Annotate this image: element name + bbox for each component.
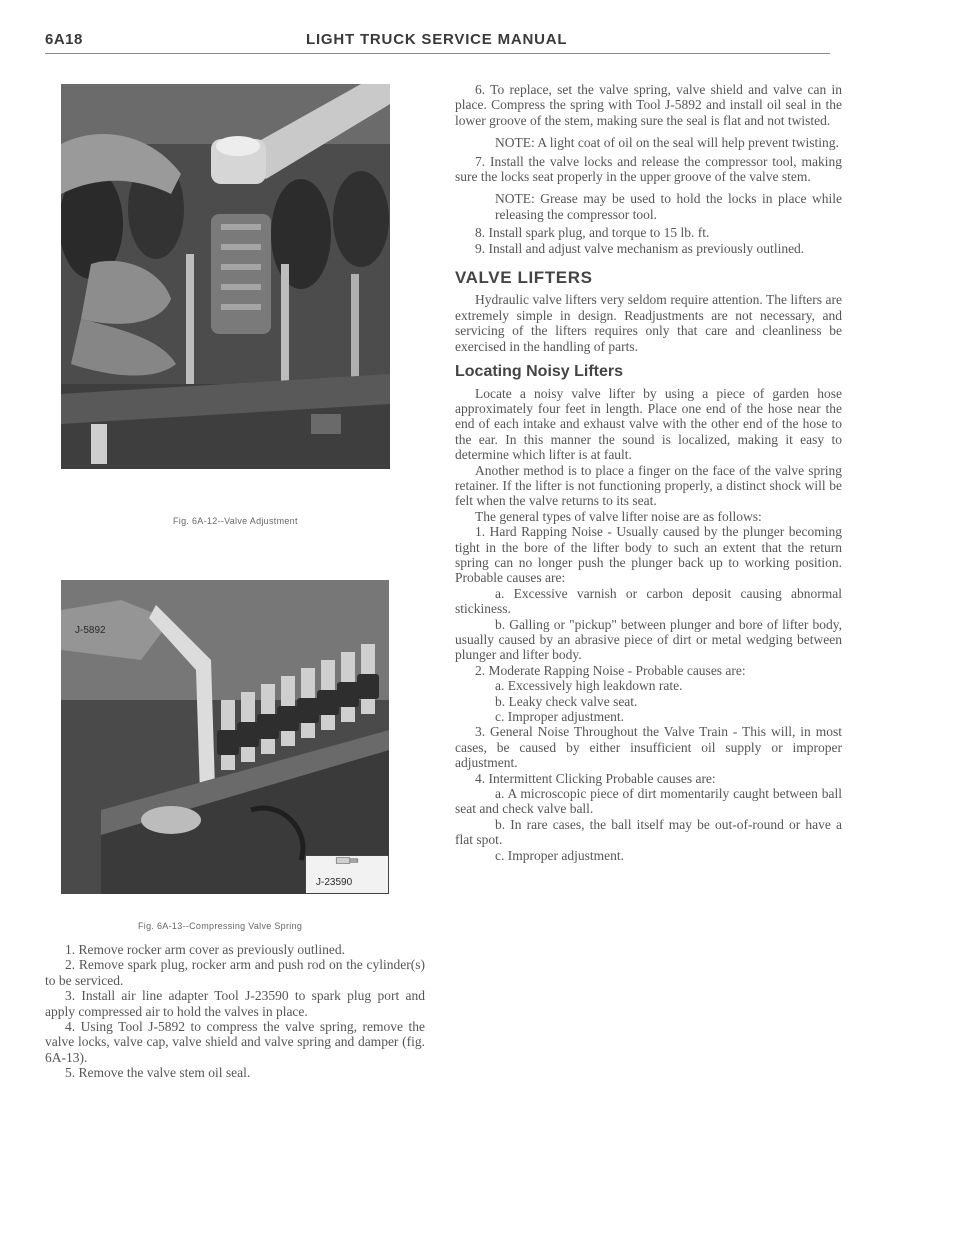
- noise-type-1a: a. Excessive varnish or carbon deposit causing abnormal stickiness.: [455, 585, 842, 617]
- step-4: 4. Using Tool J-5892 to compress the valve spring, remove the valve locks, valve cap, valve shield and valve spring and damper (fig. 6A-13).: [45, 1019, 425, 1065]
- noise-type-2b: b. Leaky check valve seat.: [495, 693, 638, 709]
- step-1: 1. Remove rocker arm cover as previously outlined.: [65, 942, 346, 957]
- running-title: LIGHT TRUCK SERVICE MANUAL: [306, 31, 568, 48]
- noise-type-2c: c. Improper adjustment.: [495, 709, 624, 725]
- step-6: 6. To replace, set the valve spring, valve shield and valve can in place. Compress the spring with Tool J-5892 and install oil seal in the lower groove of the stem, making sure the seal is flat and not twisted.: [455, 82, 842, 128]
- valve-lifters-paragraph: Hydraulic valve lifters very seldom require attention. The lifters are extremely simple in design. Readjustments are not necessary, and servicing of the lifters requires only that care and cleanliness be exercised in the handling of parts.: [455, 292, 842, 354]
- step-2: 2. Remove spark plug, rocker arm and push rod on the cylinder(s) to be serviced.: [45, 957, 425, 988]
- noise-type-1: 1. Hard Rapping Noise - Usually caused by the plunger becoming tight in the bore of the lifter body to such an extent that the return spring can no longer push the plunger back up to working position. Probable causes are:: [455, 524, 842, 586]
- left-text-column: [45, 942, 425, 1081]
- noise-type-4: 4. Intermittent Clicking Probable causes are:: [475, 770, 716, 786]
- note-oil-seal: NOTE: A light coat of oil on the seal will help prevent twisting.: [495, 135, 839, 151]
- tool-callout-j-5892: J-5892: [75, 625, 106, 636]
- tool-callout-box: [305, 855, 389, 894]
- step-5: 5. Remove the valve stem oil seal.: [65, 1065, 251, 1081]
- noise-type-2: 2. Moderate Rapping Noise - Probable causes are:: [475, 662, 746, 678]
- heading-valve-lifters: VALVE LIFTERS: [455, 268, 593, 288]
- figure-caption-6a-12: Fig. 6A-12--Valve Adjustment: [173, 516, 298, 526]
- compressing-valve-spring-illustration: [61, 580, 389, 894]
- noise-type-4c: c. Improper adjustment.: [495, 847, 624, 863]
- valve-adjustment-photo: [61, 84, 390, 469]
- step-8: 8. Install spark plug, and torque to 15 lb. ft.: [475, 225, 710, 241]
- noisy-paragraph-2: Another method is to place a finger on the face of the valve spring retainer. If the lifter is not functioning properly, a distinct shock will be felt when the valve returns to its seat.: [455, 462, 842, 509]
- noisy-paragraph-3: The general types of valve lifter noise are as follows:: [475, 508, 762, 524]
- figure-caption-6a-13: Fig. 6A-13--Compressing Valve Spring: [138, 921, 303, 931]
- valve-adjustment-illustration: [61, 84, 390, 469]
- tool-callout-j-23590: J-23590: [316, 877, 353, 888]
- step-7: 7. Install the valve locks and release the compressor tool, making sure the locks seat properly in the upper groove of the valve stem.: [455, 153, 842, 185]
- header-rule: [45, 53, 830, 54]
- heading-locating-noisy-lifters: Locating Noisy Lifters: [455, 363, 624, 381]
- right-text-column: [455, 82, 842, 863]
- noise-type-4a: a. A microscopic piece of dirt momentarily caught between ball seat and check valve ball.: [455, 786, 842, 817]
- noise-type-1b: b. Galling or "pickup" between plunger and bore of lifter body, usually caused by an abrasive piece of dirt or metal wedging between plunger and lifter body.: [455, 616, 842, 663]
- step-9: 9. Install and adjust valve mechanism as previously outlined.: [475, 240, 805, 256]
- note-grease: NOTE: Grease may be used to hold the locks in place while releasing the compressor tool.: [495, 191, 842, 222]
- page-number: 6A18: [45, 31, 83, 48]
- compressing-valve-spring-photo: [61, 580, 389, 894]
- step-3: 3. Install air line adapter Tool J-23590 to spark plug port and apply compressed air to hold the valves in place.: [45, 988, 425, 1019]
- adapter-tool-icon: [306, 856, 388, 877]
- noisy-paragraph-1: Locate a noisy valve lifter by using a piece of garden hose approximately four feet in length. Place one end of the hose near the end of each intake and exhaust valve with the other end of the hose to the ear. In this manner the sound is localized, making it easy to determine which lifter is at fault.: [455, 385, 842, 463]
- noise-type-3: 3. General Noise Throughout the Valve Train - This will, in most cases, be caused by either insufficient oil supply or improper adjustment.: [455, 724, 842, 771]
- noise-type-4b: b. In rare cases, the ball itself may be out-of-round or have a flat spot.: [455, 816, 842, 848]
- noise-type-2a: a. Excessively high leakdown rate.: [495, 678, 683, 694]
